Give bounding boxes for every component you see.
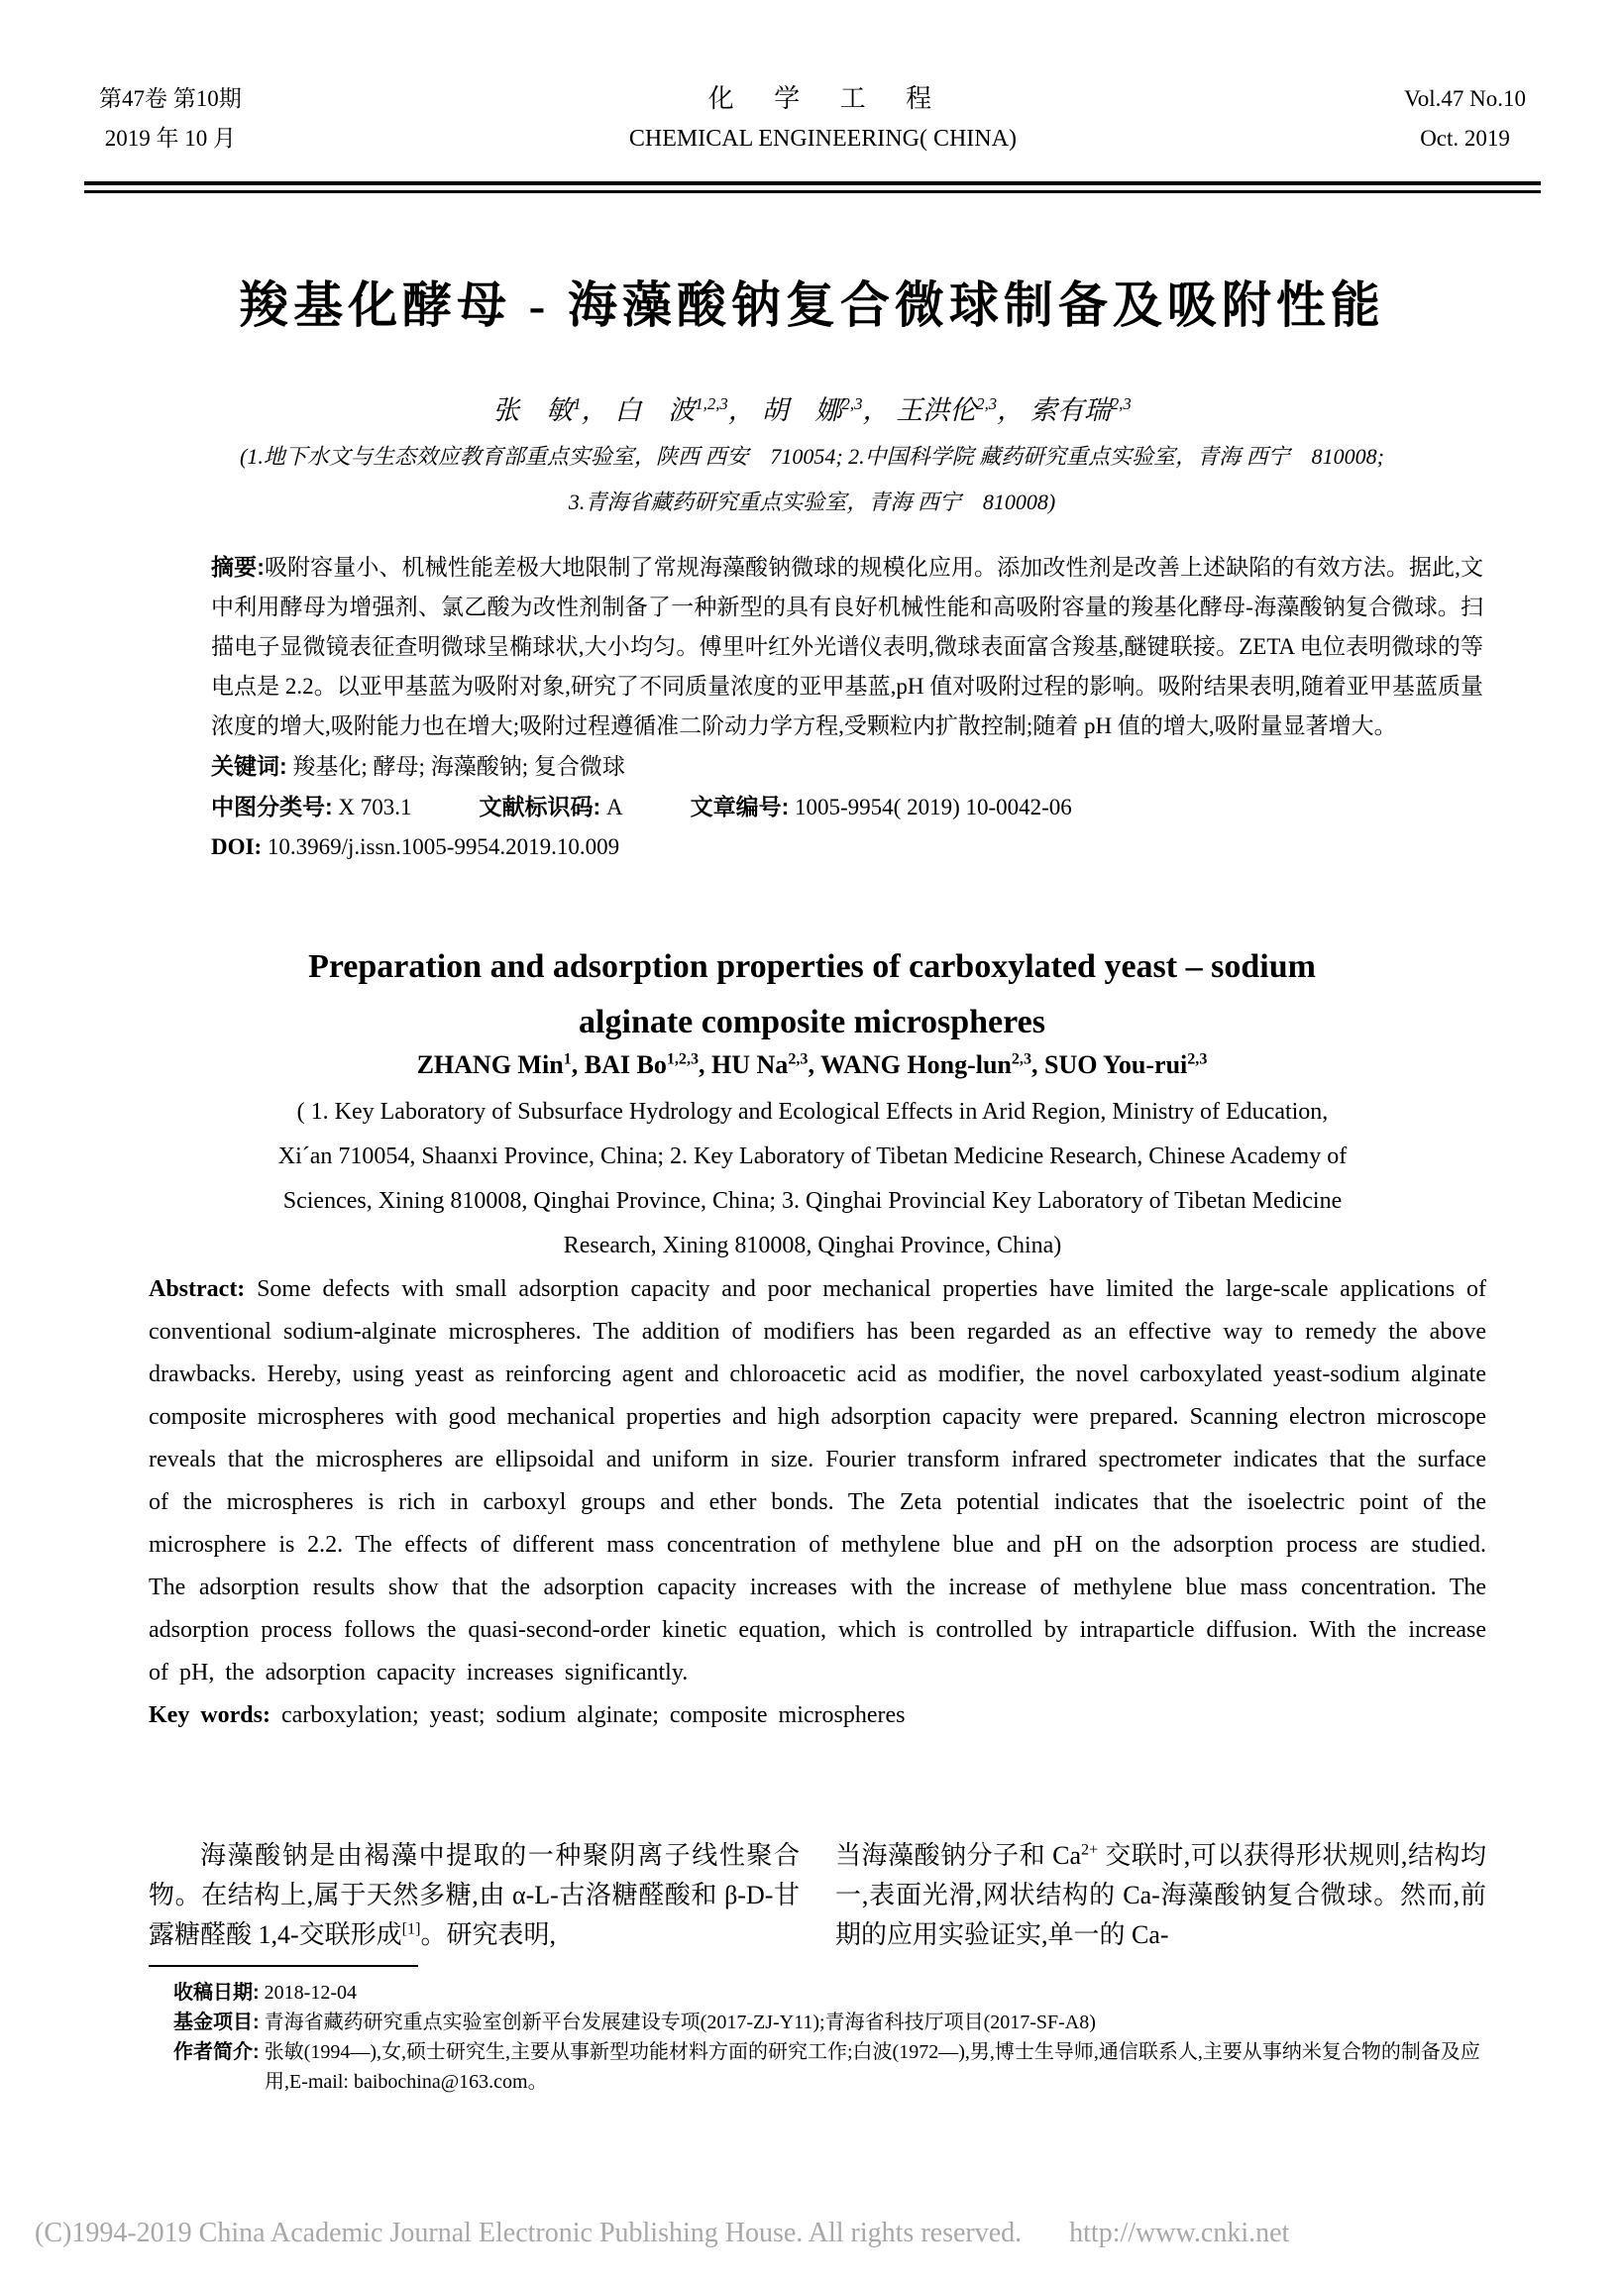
authors-cn: [0, 388, 1624, 427]
footnotes: [173, 1978, 1491, 2097]
abstract-cn: [211, 547, 1483, 746]
author-superscript: 2,3: [841, 394, 863, 413]
body-paragraph: [835, 1836, 1486, 1955]
body-text: [149, 1836, 1486, 1955]
abstract-en-label: Abstract:: [149, 1276, 246, 1302]
affiliation-en-line: Sciences, Xining 810008, Qinghai Province, China; 3. Qinghai Provincial Key Laboratory of Tibetan Medicine: [282, 1188, 1343, 1214]
author-name: 索有瑞: [1029, 395, 1111, 425]
keywords-cn-line: [211, 746, 1483, 787]
article-id-pair: [691, 795, 1072, 819]
affiliation-en-line: ( 1. Key Laboratory of Subsurface Hydrology and Ecological Effects in Arid Region, Ministry of Education,: [296, 1099, 1329, 1125]
author-superscript: 2,3: [1110, 394, 1132, 413]
author-cn: [762, 395, 890, 425]
author-separator: ,: [1031, 1050, 1045, 1079]
body-column-right: [835, 1836, 1486, 1955]
title-en-line1: Preparation and adsorption properties of carboxylated yeast – sodium: [308, 948, 1316, 985]
affiliation-en-line: Research, Xining 810008, Qinghai Province, China): [563, 1233, 1062, 1258]
abstract-en: [149, 1268, 1486, 1694]
footnote-received-label: 收稿日期:: [173, 1982, 260, 2004]
author-superscript: 2,3: [788, 1050, 809, 1068]
abstract-cn-text: 吸附容量小、机械性能差极大地限制了常规海藻酸钠微球的规模化应用。添加改性剂是改善上述缺陷的有效方法。据此,文中利用酵母为增强剂、氯乙酸为改性剂制备了一种新型的具有良好机械性能和高吸附容量的羧基化酵母-海藻酸钠复合微球。扫描电子显微镜表征查明微球呈椭球状,大小均匀。傅里叶红外光谱仪表明,微球表面富含羧基,醚键联接。ZETA 电位表明微球的等电点是 2.2。以亚甲基蓝为吸附对象,研究了不同质量浓度的亚甲基蓝,pH 值对吸附过程的影响。吸附结果表明,随着亚甲基蓝质量浓度的增大,吸附能力也在增大;吸附过程遵循准二阶动力学方程,受颗粒内扩散控制;随着 pH 值的增大,吸附量显著增大。: [211, 555, 1483, 738]
footnote-fund: [173, 2008, 1491, 2037]
doc-code-pair: [480, 795, 623, 819]
author-en: [417, 1050, 585, 1079]
author-superscript: 1,2,3: [666, 1050, 700, 1068]
journal-header: [99, 79, 1526, 159]
footnote-fund-value: 青海省藏药研究重点实验室创新平台发展建设专项(2017-ZJ-Y11);青海省科技厅项目(2017-SF-A8): [259, 2012, 1096, 2033]
author-name: BAI Bo: [584, 1050, 667, 1079]
article-title-cn: 羧基化酵母 - 海藻酸钠复合微球制备及吸附性能: [239, 277, 1385, 333]
body-text-segment: 当海藻酸钠分子和 Ca: [835, 1841, 1082, 1870]
clc-label: 中图分类号:: [211, 794, 333, 819]
header-center: [629, 79, 1017, 159]
affiliation-cn-line1: (1.地下水文与生态效应教育部重点实验室，陕西 西安 710054; 2.中国科学院 藏药研究重点实验室，青海 西宁 810008;: [240, 444, 1384, 469]
doi-label: DOI:: [211, 834, 263, 859]
date-cn: 2019 年 10 月: [104, 126, 236, 151]
abstract-en-block: [149, 1268, 1486, 1737]
author-separator: ,: [571, 1050, 585, 1079]
author-superscript: 2,3: [1187, 1050, 1208, 1068]
author-name: 白 波: [614, 395, 696, 425]
author-name: HU Na: [711, 1050, 789, 1079]
author-name: ZHANG Min: [416, 1050, 564, 1079]
author-name: SUO You-rui: [1044, 1050, 1188, 1079]
author-separator: ，: [862, 395, 890, 425]
clc-pair: [211, 795, 412, 819]
author-separator: ，: [581, 395, 608, 425]
footnote-bio-value: 张敏(1994—),女,硕士研究生,主要从事新型功能材料方面的研究工作;白波(1972—),男,博士生导师,通信联系人,主要从事纳米复合物的制备及应用,E-mail: baibochina@163.com。: [259, 2041, 1480, 2093]
footnote-bio-label: 作者简介:: [173, 2041, 260, 2063]
affiliation-cn-line2: 3.青海省藏药研究重点实验室，青海 西宁 810008): [568, 490, 1056, 514]
copyright-text: (C)1994-2019 China Academic Journal Electronic Publishing House. All rights reserved.: [35, 2218, 1023, 2248]
title-en-line2: alginate composite microspheres: [579, 1004, 1045, 1040]
footnote-received-value: 2018-12-04: [259, 1982, 357, 2004]
doi-value: 10.3969/j.issn.1005-9954.2019.10.009: [267, 834, 620, 859]
affiliations-en: [69, 1090, 1556, 1268]
cnki-url: http://www.cnki.net: [1069, 2218, 1290, 2248]
keywords-cn-text: 羧基化; 酵母; 海藻酸钠; 复合微球: [292, 754, 625, 779]
author-separator: ，: [997, 395, 1025, 425]
keywords-en-line: [149, 1694, 1486, 1737]
affiliations-cn: [0, 434, 1624, 525]
footnote-divider: [149, 1965, 418, 1967]
article-id-value: 1005-9954( 2019) 10-0042-06: [795, 795, 1072, 819]
author-en: [820, 1050, 1044, 1079]
keywords-en-text: carboxylation; yeast; sodium alginate; composite microspheres: [280, 1702, 906, 1728]
doc-code-value: A: [605, 795, 623, 819]
author-cn: [614, 395, 754, 425]
body-text-segment: 。研究表明,: [420, 1920, 556, 1949]
volume-issue-cn: 第47卷 第10期: [99, 86, 242, 111]
author-separator: ，: [727, 395, 755, 425]
keywords-cn-label: 关键词:: [211, 753, 287, 779]
author-cn: [896, 395, 1024, 425]
journal-title-en: CHEMICAL ENGINEERING( CHINA): [628, 126, 1017, 152]
citation-superscript: [1]: [401, 1920, 421, 1938]
header-left: [99, 79, 242, 159]
footnote-fund-label: 基金项目:: [173, 2012, 260, 2033]
volume-issue-en: Vol.47 No.10: [1404, 86, 1526, 111]
journal-title-cn: 化 学 工 程: [707, 84, 938, 113]
author-en: [1044, 1050, 1207, 1079]
author-en: [711, 1050, 820, 1079]
body-paragraph: [149, 1836, 800, 1955]
author-separator: ,: [808, 1050, 820, 1079]
author-name: 王洪伦: [896, 395, 977, 425]
author-cn: [1030, 395, 1132, 425]
author-superscript: 2,3: [976, 394, 998, 413]
keywords-en-label: Key words:: [149, 1702, 271, 1728]
author-separator: ,: [699, 1050, 712, 1079]
clc-value: X 703.1: [338, 795, 412, 819]
body-text-segment: 交联时,可以获得形状规则,结构均一,表面光滑,网状结构的 Ca-海藻酸钠复合微球。然而,前期的应用实验证实,单一的 Ca-: [835, 1841, 1486, 1949]
author-name: WANG Hong-lun: [819, 1050, 1012, 1079]
abstract-en-text: Some defects with small adsorption capacity and poor mechanical properties have limited the large-scale applications of conventional sodium-alginate microspheres. The addition of modifiers has been regarded as an effective way to remedy the above drawbacks. Hereby, using yeast as reinforcing agent and chloroacetic acid as modifier, the novel carboxylated yeast-sodium alginate composite microspheres with good mechanical properties and high adsorption capacity were prepared. Scanning electron microscope reveals that the microspheres are ellipsoidal and uniform in size. Fourier transform infrared spectrometer indicates that the surface of the microspheres is rich in carboxyl groups and ether bonds. The Zeta potential indicates that the isoelectric point of the microsphere is 2.2. The effects of different mass concentration of methylene blue and pH on the adsorption process are studied. The adsorption results show that the adsorption capacity increases with the increase of methylene blue mass concentration. The adsorption process follows the quasi-second-order kinetic equation, which is controlled by intraparticle diffusion. With the increase of pH, the adsorption capacity increases significantly.: [149, 1276, 1486, 1686]
affiliation-en-line: Xi´an 710054, Shaanxi Province, China; 2. Key Laboratory of Tibetan Medicine Research, Chinese Academy of: [277, 1143, 1348, 1169]
author-name: 张 敏: [492, 395, 574, 425]
header-right: [1404, 79, 1526, 159]
author-name: 胡 娜: [761, 395, 842, 425]
article-title-en: [0, 939, 1624, 1050]
header-divider: [84, 181, 1541, 193]
article-id-label: 文章编号:: [690, 794, 790, 819]
author-superscript: 1,2,3: [695, 394, 728, 413]
doc-code-label: 文献标识码:: [479, 794, 601, 819]
author-en: [585, 1050, 711, 1079]
body-text-segment: 海藻酸钠是由褐藻中提取的一种聚阴离子线性聚合物。在结构上,属于天然多糖,由 α-L-古洛糖醛酸和 β-D-甘露糖醛酸 1,4-交联形成: [149, 1841, 800, 1949]
author-cn: [492, 395, 607, 425]
ion-superscript: 2+: [1081, 1841, 1099, 1859]
date-en: Oct. 2019: [1420, 126, 1510, 151]
authors-en: [0, 1050, 1624, 1080]
abstract-cn-label: 摘要:: [211, 554, 265, 580]
author-superscript: 2,3: [1011, 1050, 1032, 1068]
doi-line: [211, 827, 1483, 867]
abstract-cn-block: [211, 547, 1483, 867]
page-footer: [35, 2218, 1590, 2249]
body-column-left: [149, 1836, 800, 1955]
footnote-received: [173, 1978, 1491, 2008]
author-superscript: 1: [563, 1050, 572, 1068]
footnote-bio: [173, 2037, 1491, 2097]
classification-line: [211, 787, 1483, 827]
author-superscript: 1: [573, 394, 582, 413]
